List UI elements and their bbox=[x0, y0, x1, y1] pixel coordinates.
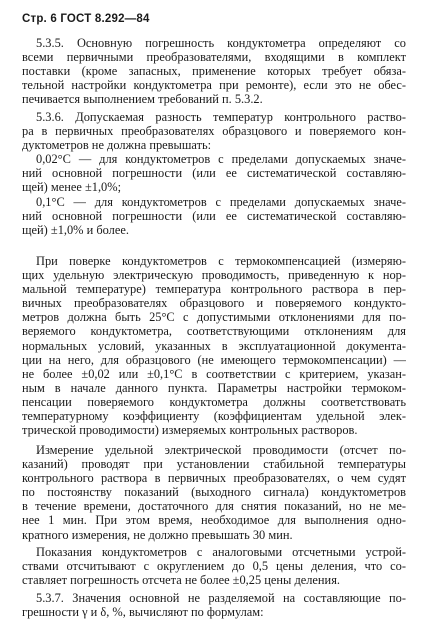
text-line: всеми первичными преобразователями, входящими в комплект bbox=[22, 50, 406, 65]
text-line: ставляет погрешность отсчета не более ±0,25 цены деления. bbox=[22, 573, 340, 588]
text-line: не более ±0,02 или ±0,1°С в соответствии с критерием, указан- bbox=[22, 366, 406, 381]
text-line: веряемого кондуктометра, соответствующими отклонениям для bbox=[22, 324, 406, 339]
text-line: пенсации поверяемого кондуктометра должны соответствовать bbox=[22, 394, 406, 409]
paragraph-5-3-6 bbox=[22, 110, 406, 237]
text-line: щей) ±1,0% и более. bbox=[22, 222, 129, 237]
text-line: казаний) проводят при установлении стабильной температуры bbox=[22, 457, 406, 472]
text-line: 0,02°С — для кондуктометров с пределами допускаемых значе- bbox=[36, 152, 406, 167]
text-line: трической проводимости) измеряемых контрольных растворов. bbox=[22, 423, 358, 438]
text-line: При поверке кондуктометров с термокомпенсацией (измеряю- bbox=[36, 254, 406, 268]
text-line: ний основной погрешности (или ее систематической составляю- bbox=[22, 166, 406, 181]
paragraph-5-3-5 bbox=[22, 36, 406, 106]
text-line: Показания кондуктометров с аналоговыми отсчетными устрой- bbox=[36, 545, 406, 559]
paragraph-analog-readings bbox=[22, 545, 406, 587]
text-line: Измерение удельной электрической проводимости (отсчет по- bbox=[36, 443, 406, 457]
text-line: грешности γ и δ, %, вычисляют по формулам: bbox=[22, 605, 264, 620]
text-line: ным в начале данного пункта. Параметры настройки термоком- bbox=[22, 380, 406, 395]
text-line: в течение времени, достаточного для снятия показаний, но не ме- bbox=[22, 499, 406, 514]
page-header: Стр. 6 ГОСТ 8.292—84 bbox=[22, 13, 150, 25]
text-line: ний основной погрешности (или ее систематической составляю- bbox=[22, 208, 406, 223]
text-line: кратного измерения, не должно превышать 30 мин. bbox=[22, 527, 293, 542]
text-line: температурному коэффициенту (коэффициентам удельной элек- bbox=[22, 409, 406, 424]
text-line: контрольного раствора в первичных преобразователях, о чем судят bbox=[22, 471, 406, 486]
paragraph-5-3-7 bbox=[22, 591, 406, 619]
text-line: поставки (кроме запасных, применение которых требует обяза- bbox=[22, 64, 406, 79]
text-line: 5.3.7. Значения основной не разделяемой на составляющие по- bbox=[36, 591, 406, 605]
paragraph-thermocompensation bbox=[22, 254, 406, 437]
text-line: дуктометров не должна превышать: bbox=[22, 138, 212, 153]
text-line: нормальных условий, указанных в эксплуатационной документа- bbox=[22, 338, 406, 353]
text-line: метров должна быть 25°С с допустимыми отклонениями для по- bbox=[22, 310, 406, 325]
text-line: тельной настройки кондуктометра при ремонте), если это не обес- bbox=[22, 78, 406, 93]
text-line: вичных преобразователях образцового и поверяемого кондукто- bbox=[22, 296, 406, 311]
text-line: мальной температуре) температура контрольного раствора в пер- bbox=[22, 282, 406, 297]
text-line: щей) менее ±1,0%; bbox=[22, 180, 122, 195]
text-line: ра в первичных преобразователях образцового и поверяемого кон- bbox=[22, 124, 406, 139]
paragraph-measurement bbox=[22, 443, 406, 542]
text-line: ции на него, для образцового (не имеющего термокомпенсации) — bbox=[22, 352, 406, 367]
text-line: нее 1 мин. При этом время, необходимое для выполнения одно- bbox=[22, 513, 406, 528]
text-line: 5.3.6. Допускаемая разность температур контрольного раство- bbox=[36, 110, 406, 124]
text-line: 5.3.5. Основную погрешность кондуктометра определяют со bbox=[36, 36, 406, 50]
text-line: 0,1°С — для кондуктометров с пределами допускаемых значе- bbox=[36, 194, 406, 209]
text-line: печивается выполнением требований п. 5.3.2. bbox=[22, 92, 263, 107]
text-line: щих удельную электрическую проводимость, приведенную к нор- bbox=[22, 268, 406, 283]
text-line: ствами отсчитывают с округлением до 0,5 цены деления, что со- bbox=[22, 559, 406, 574]
text-line: по постоянству показаний (выходного сигнала) кондуктометров bbox=[22, 485, 406, 500]
